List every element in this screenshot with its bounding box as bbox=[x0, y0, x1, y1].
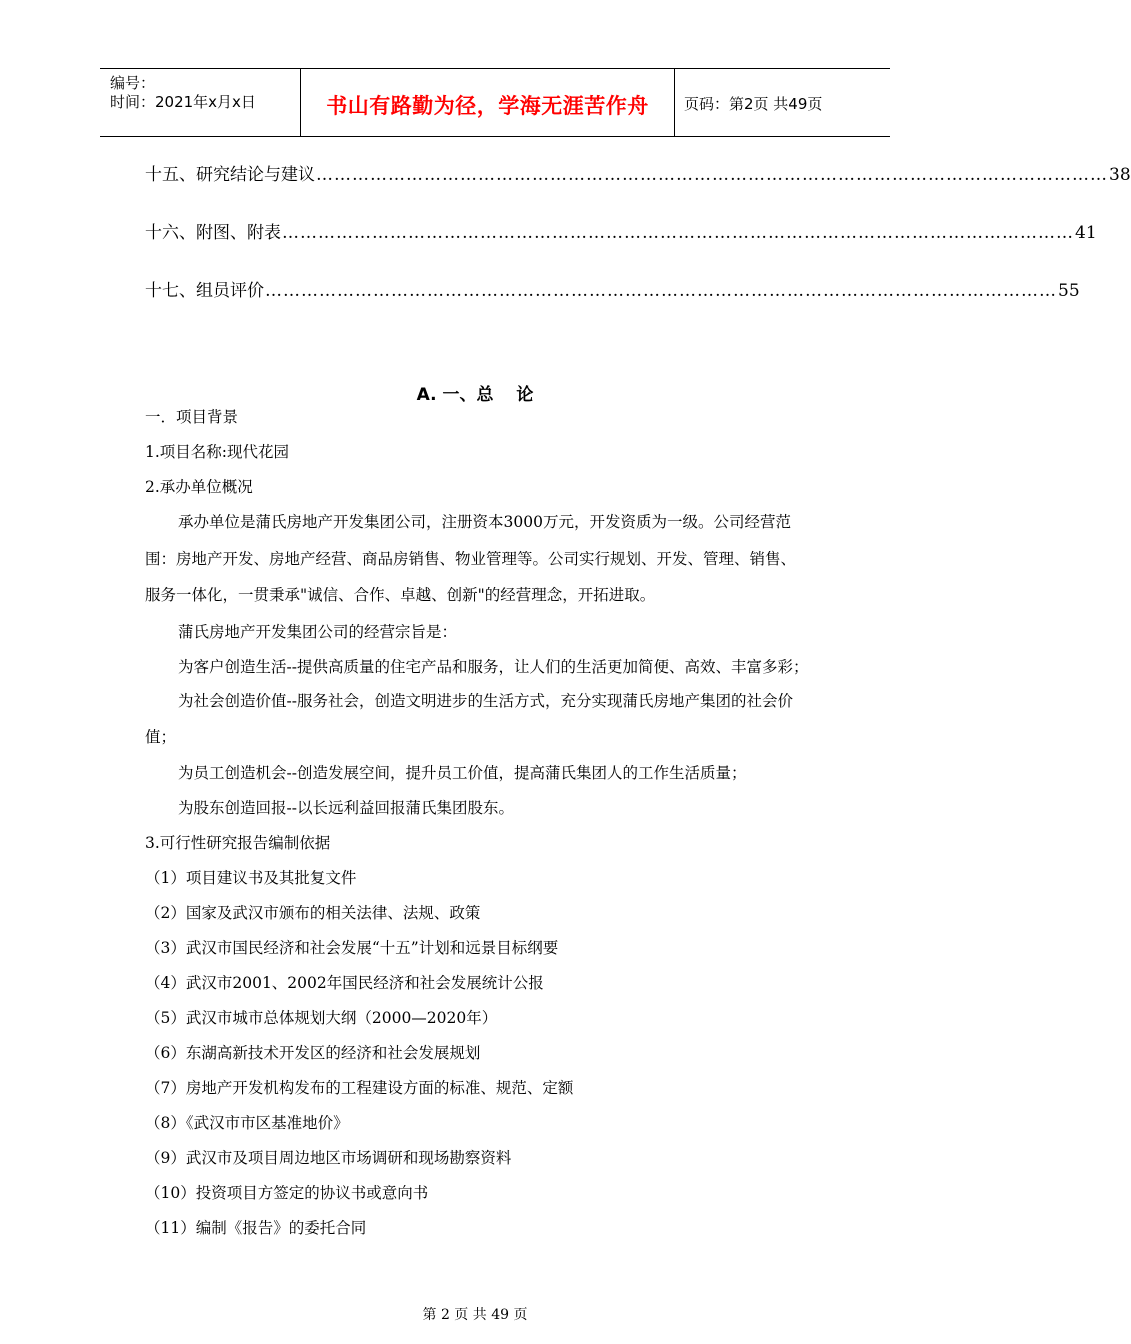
list-item: （6）东湖高新技术开发区的经济和社会发展规划 bbox=[145, 1044, 481, 1062]
list-item: （1）项目建议书及其批复文件 bbox=[145, 869, 357, 887]
list-item: （7）房地产开发机构发布的工程建设方面的标准、规范、定额 bbox=[145, 1079, 574, 1097]
toc-leader: …………………………………………………………………………………………………………………… bbox=[316, 165, 1108, 185]
header-page-cell bbox=[674, 69, 890, 136]
body-line: 承办单位是蒲氏房地产开发集团公司，注册资本3000万元，开发资质为一级。公司经营范 bbox=[178, 513, 791, 531]
subheading: 一．项目背景 bbox=[145, 408, 239, 426]
page-header bbox=[100, 68, 890, 137]
list-item: （5）武汉市城市总体规划大纲（2000—2020年） bbox=[145, 1009, 498, 1027]
toc-title: 十六、附图、附表 bbox=[145, 223, 281, 243]
body-line: 为员工创造机会--创造发展空间，提升员工价值，提高蒲氏集团人的工作生活质量； bbox=[178, 764, 747, 782]
page-number-label: 页码：第2页 共49页 bbox=[684, 95, 823, 113]
list-item: （9）武汉市及项目周边地区市场调研和现场勘察资料 bbox=[145, 1149, 512, 1167]
toc-title: 十七、组员评价 bbox=[145, 281, 264, 301]
toc-page: 41 bbox=[1075, 223, 1097, 243]
header-info-cell bbox=[100, 69, 300, 136]
body-line: 1.项目名称:现代花园 bbox=[145, 443, 290, 461]
toc-entry bbox=[145, 160, 1131, 186]
list-item: （4）武汉市2001、2002年国民经济和社会发展统计公报 bbox=[145, 974, 544, 992]
time-label: 时间：2021年x月x日 bbox=[110, 93, 256, 111]
body-line: 值； bbox=[145, 728, 177, 746]
toc-page: 38 bbox=[1109, 165, 1131, 185]
list-item: （11）编制《报告》的委托合同 bbox=[145, 1219, 367, 1237]
toc-leader: …………………………………………………………………………………………………………………… bbox=[282, 223, 1074, 243]
header-motto: 书山有路勤为径，学海无涯苦作舟 bbox=[326, 94, 649, 118]
toc-entry bbox=[145, 218, 1097, 244]
toc-title: 十五、研究结论与建议 bbox=[145, 165, 315, 185]
body-line: 蒲氏房地产开发集团公司的经营宗旨是： bbox=[178, 623, 458, 641]
code-label: 编号： bbox=[110, 74, 156, 92]
toc-leader: …………………………………………………………………………………………………………………… bbox=[265, 281, 1057, 301]
body-line: 为客户创造生活--提供高质量的住宅产品和服务，让人们的生活更加简便、高效、丰富多彩； bbox=[178, 658, 809, 676]
toc-entry bbox=[145, 276, 1080, 302]
body-line: 服务一体化，一贯秉承"诚信、合作、卓越、创新"的经营理念，开拓进取。 bbox=[145, 586, 656, 604]
page-footer: 第 2 页 共 49 页 bbox=[422, 1307, 528, 1323]
body-line: 围：房地产开发、房地产经营、商品房销售、物业管理等。公司实行规划、开发、管理、销售、 bbox=[145, 550, 797, 568]
body-line: 为股东创造回报--以长远利益回报蒲氏集团股东。 bbox=[178, 799, 514, 817]
section-heading: A. 一、总 论 bbox=[416, 385, 534, 405]
subheading: 3.可行性研究报告编制依据 bbox=[145, 834, 331, 852]
list-item: （2）国家及武汉市颁布的相关法律、法规、政策 bbox=[145, 904, 481, 922]
subheading: 2.承办单位概况 bbox=[145, 478, 253, 496]
header-motto-cell bbox=[300, 69, 675, 136]
list-item: （3）武汉市国民经济和社会发展“十五”计划和远景目标纲要 bbox=[145, 939, 559, 957]
body-line: 为社会创造价值--服务社会，创造文明进步的生活方式，充分实现蒲氏房地产集团的社会价 bbox=[178, 692, 793, 710]
toc-page: 55 bbox=[1058, 281, 1080, 301]
list-item: （8）《武汉市市区基准地价》 bbox=[145, 1114, 349, 1132]
list-item: （10）投资项目方签定的协议书或意向书 bbox=[145, 1184, 429, 1202]
